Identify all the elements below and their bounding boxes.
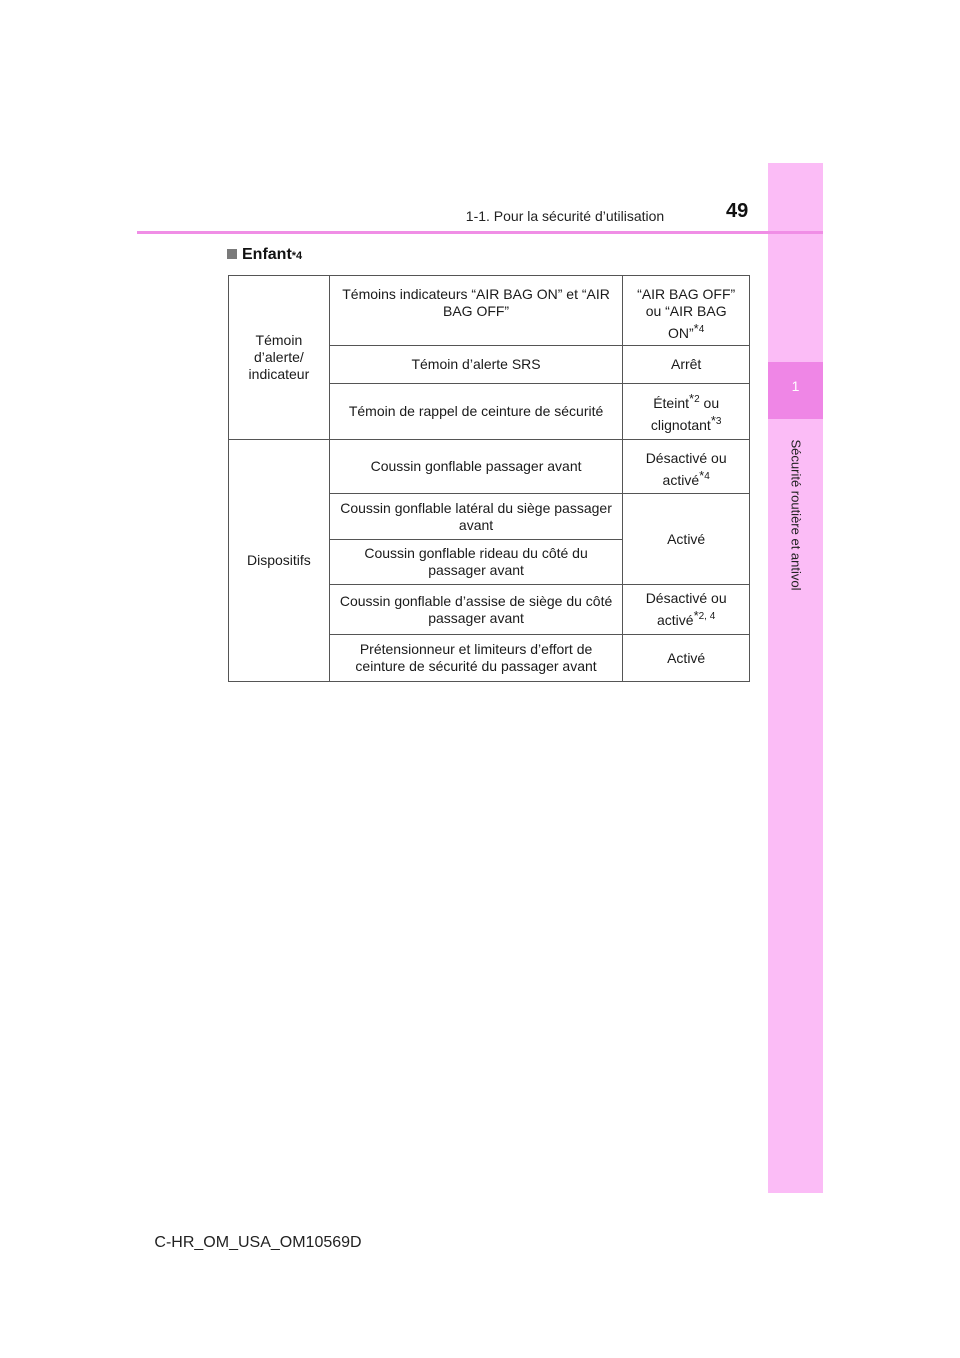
chapter-number: 1 — [791, 378, 800, 394]
chapter-side-tab — [768, 163, 823, 1193]
footnote-star: * — [699, 468, 705, 483]
footnote-number: 3 — [715, 415, 722, 427]
state-text: ou clignotant — [650, 394, 720, 433]
state-text: Désactivé ou activé — [645, 590, 727, 628]
section-heading-footnote: *4 — [291, 250, 303, 262]
page-number: 49 — [726, 200, 749, 222]
header-rule — [137, 231, 823, 234]
table-cell-desc: Coussin gonflable latéral du siège passager avant — [329, 494, 623, 540]
table-row — [229, 440, 750, 494]
table-cell-state: Activé — [623, 635, 750, 682]
table-group-label: Dispositifs — [229, 440, 330, 682]
table-cell-state — [623, 440, 750, 494]
footnote-star: * — [693, 608, 699, 623]
table-cell-desc: Coussin gonflable d’assise de siège du côté passager avant — [329, 585, 623, 635]
section-heading-text: Enfant — [242, 246, 292, 263]
chapter-label: Sécurité routière et antivol — [788, 439, 804, 591]
table-cell-desc: Coussin gonflable passager avant — [329, 440, 623, 494]
footnote-number: 2, 4 — [698, 611, 716, 622]
table-row — [229, 276, 750, 346]
footnote-number: 4 — [704, 471, 710, 482]
state-text: Désactivé ou activé — [645, 450, 727, 488]
airbag-status-table — [228, 275, 750, 682]
table-cell-desc: Témoin d’alerte SRS — [329, 346, 623, 384]
table-cell-state: Activé — [623, 494, 750, 585]
footnote-star: * — [710, 412, 716, 428]
table-cell-desc: Prétensionneur et limiteurs d’effort de ceinture de sécurité du passager avant — [329, 635, 623, 682]
footnote-number: 2 — [694, 393, 700, 405]
table-group-label: Témoin d’alerte/ indicateur — [229, 276, 330, 440]
state-text: Éteint — [653, 394, 690, 411]
table-cell-state — [623, 585, 750, 635]
table-cell-state: Arrêt — [623, 346, 750, 384]
document-code: C-HR_OM_USA_OM10569D — [154, 1234, 362, 1251]
header-title: 1-1. Pour la sécurité d’utilisation — [465, 208, 665, 224]
table-cell-desc: Témoins indicateurs “AIR BAG ON” et “AIR BAG OFF” — [329, 276, 623, 346]
footnote-number: 4 — [698, 324, 705, 335]
table-cell-state — [623, 384, 750, 440]
table-cell-desc: Témoin de rappel de ceinture de sécurité — [329, 384, 623, 440]
footnote-star: * — [693, 321, 699, 336]
footnote-star: * — [689, 390, 695, 406]
state-text: “AIR BAG OFF” ou “AIR BAG ON” — [637, 286, 736, 341]
table-cell-state — [623, 276, 750, 346]
square-bullet-icon — [227, 249, 237, 259]
section-heading — [227, 246, 302, 264]
table-cell-desc: Coussin gonflable rideau du côté du passager avant — [329, 540, 623, 585]
